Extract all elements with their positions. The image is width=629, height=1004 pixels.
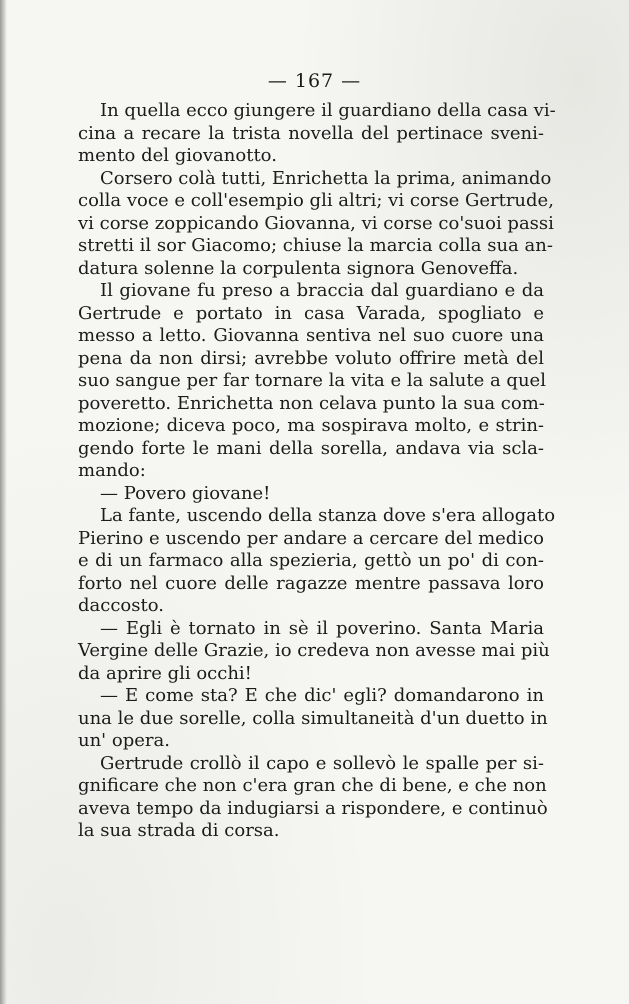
text-line: gendo forte le mani della sorella, andava via scla- bbox=[78, 437, 544, 459]
page-number: — 167 — bbox=[267, 70, 362, 92]
text-line: mento del giovanotto. bbox=[78, 145, 277, 166]
text-line: un' opera. bbox=[78, 730, 170, 751]
text-line: Corsero colà tutti, Enrichetta la prima, animando bbox=[100, 167, 552, 189]
text-line: suo sangue per far tornare la vita e la salute a quel bbox=[78, 370, 546, 391]
text-line: colla voce e coll'esempio gli altri; vi corse Gertrude, bbox=[78, 190, 554, 211]
text-line: forto nel cuore delle ragazze mentre passava loro bbox=[78, 572, 544, 594]
text-line: Pierino e uscendo per andare a cercare del medico bbox=[78, 527, 544, 549]
text-line: da aprire gli occhi! bbox=[78, 662, 252, 684]
text-line: Il giovane fu preso a braccia dal guardiano e da bbox=[100, 280, 544, 301]
body-text bbox=[78, 100, 556, 843]
text-line: cina a recare la trista novella del pertinace sveni- bbox=[78, 122, 544, 144]
text-line: Vergine delle Grazie, io credeva non avesse mai più bbox=[78, 640, 550, 661]
text-line: messo a letto. Giovanna sentiva nel suo cuore una bbox=[78, 325, 544, 346]
text-line: Gertrude e portato in casa Varada, spogliato e bbox=[78, 302, 544, 324]
page-binding-shadow bbox=[0, 0, 7, 1004]
text-line: — E come sta? E che dic' egli? domandarono in bbox=[100, 685, 544, 706]
text-line: una le due sorelle, colla simultaneità d'un duetto in bbox=[78, 707, 548, 729]
text-line: — Egli è tornato in sè il poverino. Santa Maria bbox=[100, 617, 544, 639]
text-line: datura solenne la corpulenta signora Genoveffa. bbox=[78, 257, 519, 279]
text-line: la sua strada di corsa. bbox=[78, 820, 280, 841]
text-line: In quella ecco giungere il guardiano della casa vi- bbox=[100, 100, 556, 121]
text-line: La fante, uscendo della stanza dove s'era allogato bbox=[100, 505, 556, 526]
text-line: gnificare che non c'era gran che di bene, e che non bbox=[78, 775, 547, 796]
text-line: mando: bbox=[78, 460, 146, 481]
text-line: mozione; diceva poco, ma sospirava molto, e strin- bbox=[78, 415, 544, 436]
text-line: vi corse zoppicando Giovanna, vi corse co'suoi passi bbox=[78, 212, 554, 234]
text-line: pena da non dirsi; avrebbe voluto offrire metà del bbox=[78, 347, 544, 369]
text-line: stretti il sor Giacomo; chiuse la marcia colla sua an- bbox=[78, 235, 553, 256]
text-line: Gertrude crollò il capo e sollevò le spalle per si- bbox=[100, 752, 544, 774]
text-line: daccosto. bbox=[78, 595, 164, 616]
text-line: poveretto. Enrichetta non celava punto la sua com- bbox=[78, 392, 545, 414]
text-line: e di un farmaco alla spezieria, gettò un po' di con- bbox=[78, 550, 544, 571]
text-line: — Povero giovane! bbox=[100, 482, 271, 504]
text-line: aveva tempo da indugiarsi a rispondere, e continuò bbox=[78, 797, 548, 819]
